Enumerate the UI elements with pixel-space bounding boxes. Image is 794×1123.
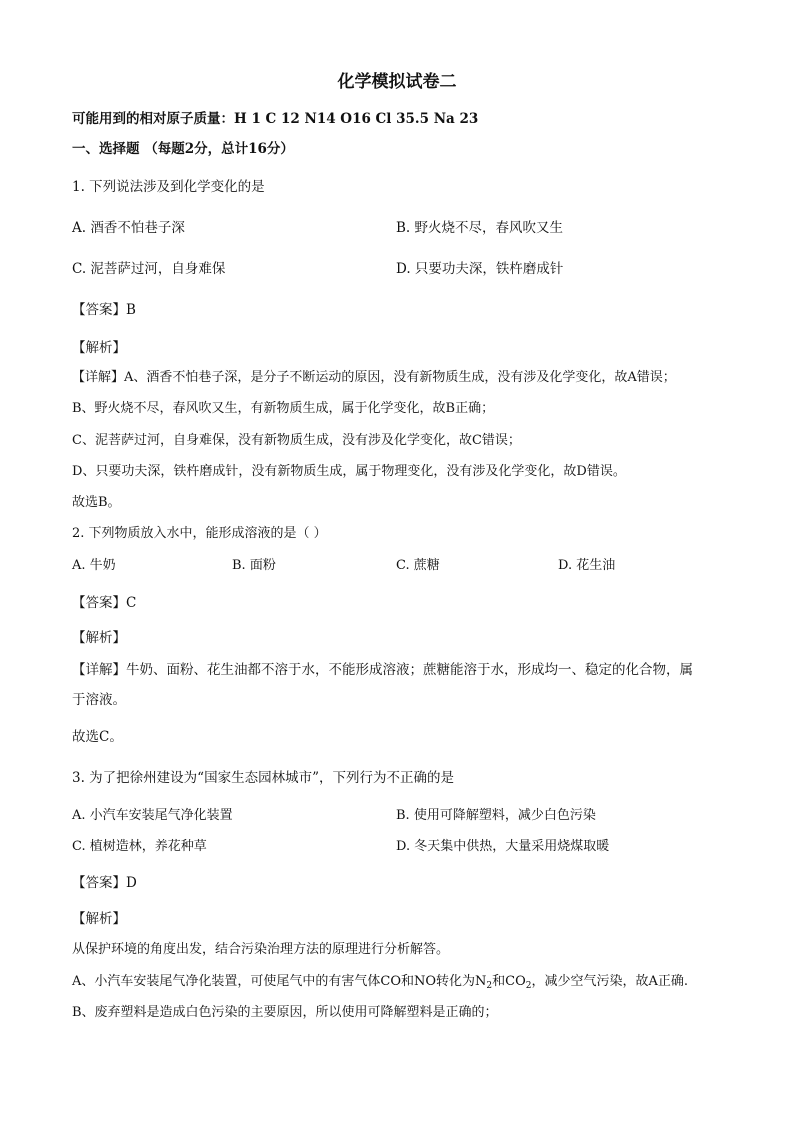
q1-stem: 1. 下列说法涉及到化学变化的是 [72,179,265,195]
q2-option-b: B. 面粉 [232,558,276,573]
q3-option-b: B. 使用可降解塑料，减少白色污染 [396,808,596,823]
q2-answer: 【答案】C [72,595,137,611]
q3-intro: 从保护环境的角度出发，结合污染治理方法的原理进行分析解答。 [72,942,450,957]
q1-conclusion: 故选B。 [72,495,121,510]
q3-stem: 3. 为了把徐州建设为“国家生态园林城市”，下列行为不正确的是 [72,770,454,786]
q3-answer: 【答案】D [72,875,137,891]
q2-detail-2: 于溶液。 [72,692,126,708]
q3-detail-2: B、废弃塑料是造成白色污染的主要原因，所以使用可降解塑料是正确的； [72,1005,498,1020]
q3-analysis-label: 【解析】 [72,911,126,927]
q3-option-d: D. 冬天集中供热，大量采用烧煤取暖 [396,839,610,854]
subscript-2: 2 [486,981,493,991]
q2-conclusion: 故选C。 [72,729,123,745]
q1-option-a: A. 酒香不怕巷子深 [72,220,185,236]
q1-detail-3: C、泥菩萨过河，自身难保，没有新物质生成，没有涉及化学变化，故C错误； [72,433,521,448]
q3-detail-1 [72,972,688,992]
q3-option-c: C. 植树造林，养花种草 [72,839,207,854]
q3-detail-1-post: ，减少空气污染，故A正确. [531,974,689,989]
q3-detail-1-pre: A、小汽车安装尾气净化装置，可使尾气中的有害气体CO和NO转化为N [72,974,487,989]
q1-option-d: D. 只要功夫深，铁杵磨成针 [396,261,564,277]
q1-option-c: C. 泥菩萨过河，自身难保 [72,261,226,277]
q1-analysis-label: 【解析】 [72,340,126,356]
q2-detail-1: 【详解】牛奶、面粉、花生油都不溶于水，不能形成溶液；蔗糖能溶于水，形成均一、稳定的化合物，属 [72,662,693,678]
q1-option-b: B. 野火烧不尽，春风吹又生 [396,220,564,236]
q1-detail-4: D、只要功夫深，铁杵磨成针，没有新物质生成，属于物理变化，没有涉及化学变化，故D错误。 [72,464,626,479]
q1-detail-2: B、野火烧不尽，春风吹又生，有新物质生成，属于化学变化，故B正确； [72,401,495,416]
q2-option-d: D. 花生油 [558,558,616,573]
q2-option-c: C. 蔗糖 [396,558,440,573]
q2-option-a: A. 牛奶 [72,558,116,573]
q2-analysis-label: 【解析】 [72,630,126,646]
atomic-masses-line: 可能用到的相对原子质量：H 1 C 12 N14 O16 Cl 35.5 Na 23 [72,111,479,127]
page-title: 化学模拟试卷二 [337,72,457,92]
section-heading: 一、选择题 （每题2分，总计16分） [72,141,294,157]
subscript-2: 2 [525,981,532,991]
q3-option-a: A. 小汽车安装尾气净化装置 [72,808,233,823]
q3-detail-1-mid: 和CO [492,974,526,989]
q1-answer: 【答案】B [72,302,136,318]
q1-detail-1: 【详解】A、酒香不怕巷子深，是分子不断运动的原因，没有新物质生成，没有涉及化学变化，故A错误； [72,370,676,385]
q2-stem: 2. 下列物质放入水中，能形成溶液的是（ ） [72,526,327,541]
